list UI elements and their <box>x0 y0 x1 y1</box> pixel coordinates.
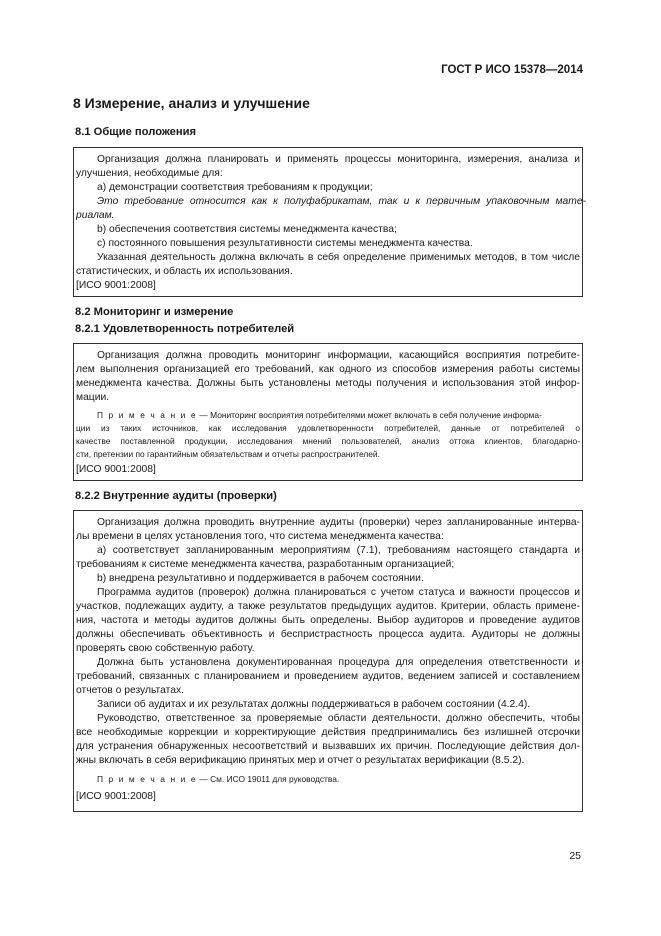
section-title: 8 Измерение, анализ и улучшение <box>73 95 310 111</box>
text-line: b) внедрена результативно и поддерживается в рабочем состоянии. <box>97 573 424 584</box>
text-line: менеджмента качества. Должны быть установлены методы получения и использования этой инфор- <box>76 378 580 389</box>
text-line: отчетов о результатах. <box>76 685 184 696</box>
text-line: требованиям к системе менеджмента качества, разработанным организацией; <box>76 559 455 570</box>
text-line: мации. <box>76 392 110 403</box>
iso-reference: [ИСО 9001:2008] <box>76 280 156 291</box>
text-line: Организация должна планировать и применять процессы мониторинга, измерения, анализа и <box>97 154 580 165</box>
quote-box-8-2-1 <box>73 343 583 481</box>
note-line: ции из таких источников, как исследования удовлетворенности потребителей, данные от потребителей о <box>76 423 580 433</box>
subsection-title-8-2-2: 8.2.2 Внутренние аудиты (проверки) <box>75 490 277 502</box>
text-line: жны включать в себя верификацию принятых мер и отчет о результатах верификации (8.5.2). <box>76 755 525 766</box>
subsection-title-8-1: 8.1 Общие положения <box>75 126 197 138</box>
text-line: проверять свою собственную работу. <box>76 643 255 654</box>
text-line: Программа аудитов (проверок) должна планироваться с учетом статуса и важности процессов и <box>97 587 580 598</box>
iso-reference: [ИСО 9001:2008] <box>76 791 156 802</box>
subsection-title-8-2-1: 8.2.1 Удовлетворенность потребителей <box>75 323 295 335</box>
text-line: b) обеспечения соответствия системы менеджмента качества; <box>97 224 397 235</box>
text-line: улучшения, необходимые для: <box>76 168 223 179</box>
note-line <box>97 410 542 420</box>
text-line: должны обеспечивать объективность и беспристрастность процесса аудита. Аудиторы не должны <box>76 629 580 640</box>
quote-box-8-2-2 <box>73 510 583 812</box>
text-line: Записи об аудитах и их результатах должны поддерживаться в рабочем состоянии (4.2.4). <box>97 699 531 710</box>
italic-note-line: Это требование относится как к полуфабрикатам, так и к первичным упаковочным мате- <box>97 196 586 207</box>
text-line: лы времени в целях установления того, что система менеджмента качества: <box>76 531 444 542</box>
note-line <box>97 774 339 784</box>
text-line: все необходимые коррекции и корректирующие действия предпринимались без излишней отсрочки <box>76 727 580 738</box>
text-line: Руководство, ответственное за проверяемые области деятельности, должно обеспечить, чтобы <box>97 713 580 724</box>
text-line: лем выполнения организацией его требований, как одного из способов измерения работы системы <box>76 364 580 375</box>
italic-note-line: риалам. <box>76 210 115 221</box>
document-header-standard: ГОСТ Р ИСО 15378—2014 <box>441 64 583 76</box>
note-text: — См. ИСО 19011 для руководства. <box>197 774 340 784</box>
text-line: а) соответствует запланированным мероприятиям (7.1), требованиям настоящего стандарта и <box>97 545 580 556</box>
iso-reference: [ИСО 9001:2008] <box>76 464 156 475</box>
text-line: участков, подлежащих аудиту, а также результатов предыдущих аудитов. Критерии, область примене- <box>76 601 580 612</box>
text-line: Организация должна проводить мониторинг информации, касающийся восприятия потребите- <box>97 350 580 361</box>
page-number: 25 <box>569 850 581 862</box>
text-line: Должна быть установлена документированная процедура для определения ответственности и <box>97 657 580 668</box>
note-line: сти, претензии по гарантийным обязательствам и отчеты распространителей. <box>76 449 380 459</box>
subsection-title-8-2: 8.2 Мониторинг и измерение <box>75 306 234 318</box>
text-line: Указанная деятельность должна включать в себя определение применимых методов, в том числе <box>97 252 580 263</box>
text-line: Организация должна проводить внутренние аудиты (проверки) через запланированные интерва- <box>97 517 580 528</box>
note-text: — Мониторинг восприятия потребителями может включать в себя получение информа- <box>197 410 542 420</box>
note-label: П р и м е ч а н и е <box>97 410 198 420</box>
text-line: требований, связанных с планированием и проведением аудитов, ведением записей и составлением <box>76 671 580 682</box>
text-line: c) постоянного повышения результативности системы менеджмента качества. <box>97 238 473 249</box>
text-line: а) демонстрации соответствия требованиям к продукции; <box>97 182 373 193</box>
note-line: качестве поставленной продукции, исследования мнений пользователей, анализ оттока клиентов, благодарно- <box>76 436 580 446</box>
note-label: П р и м е ч а н и е <box>97 774 198 784</box>
quote-box-8-1 <box>73 147 586 297</box>
text-line: ния, частота и методы аудитов должны быть определены. Выбор аудиторов и проведение аудитов <box>76 615 580 626</box>
text-line: статистических, и область их использования. <box>76 266 293 277</box>
text-line: для устранения обнаруженных несоответствий и вызвавших их причин. Последующие действия дол- <box>76 741 580 752</box>
